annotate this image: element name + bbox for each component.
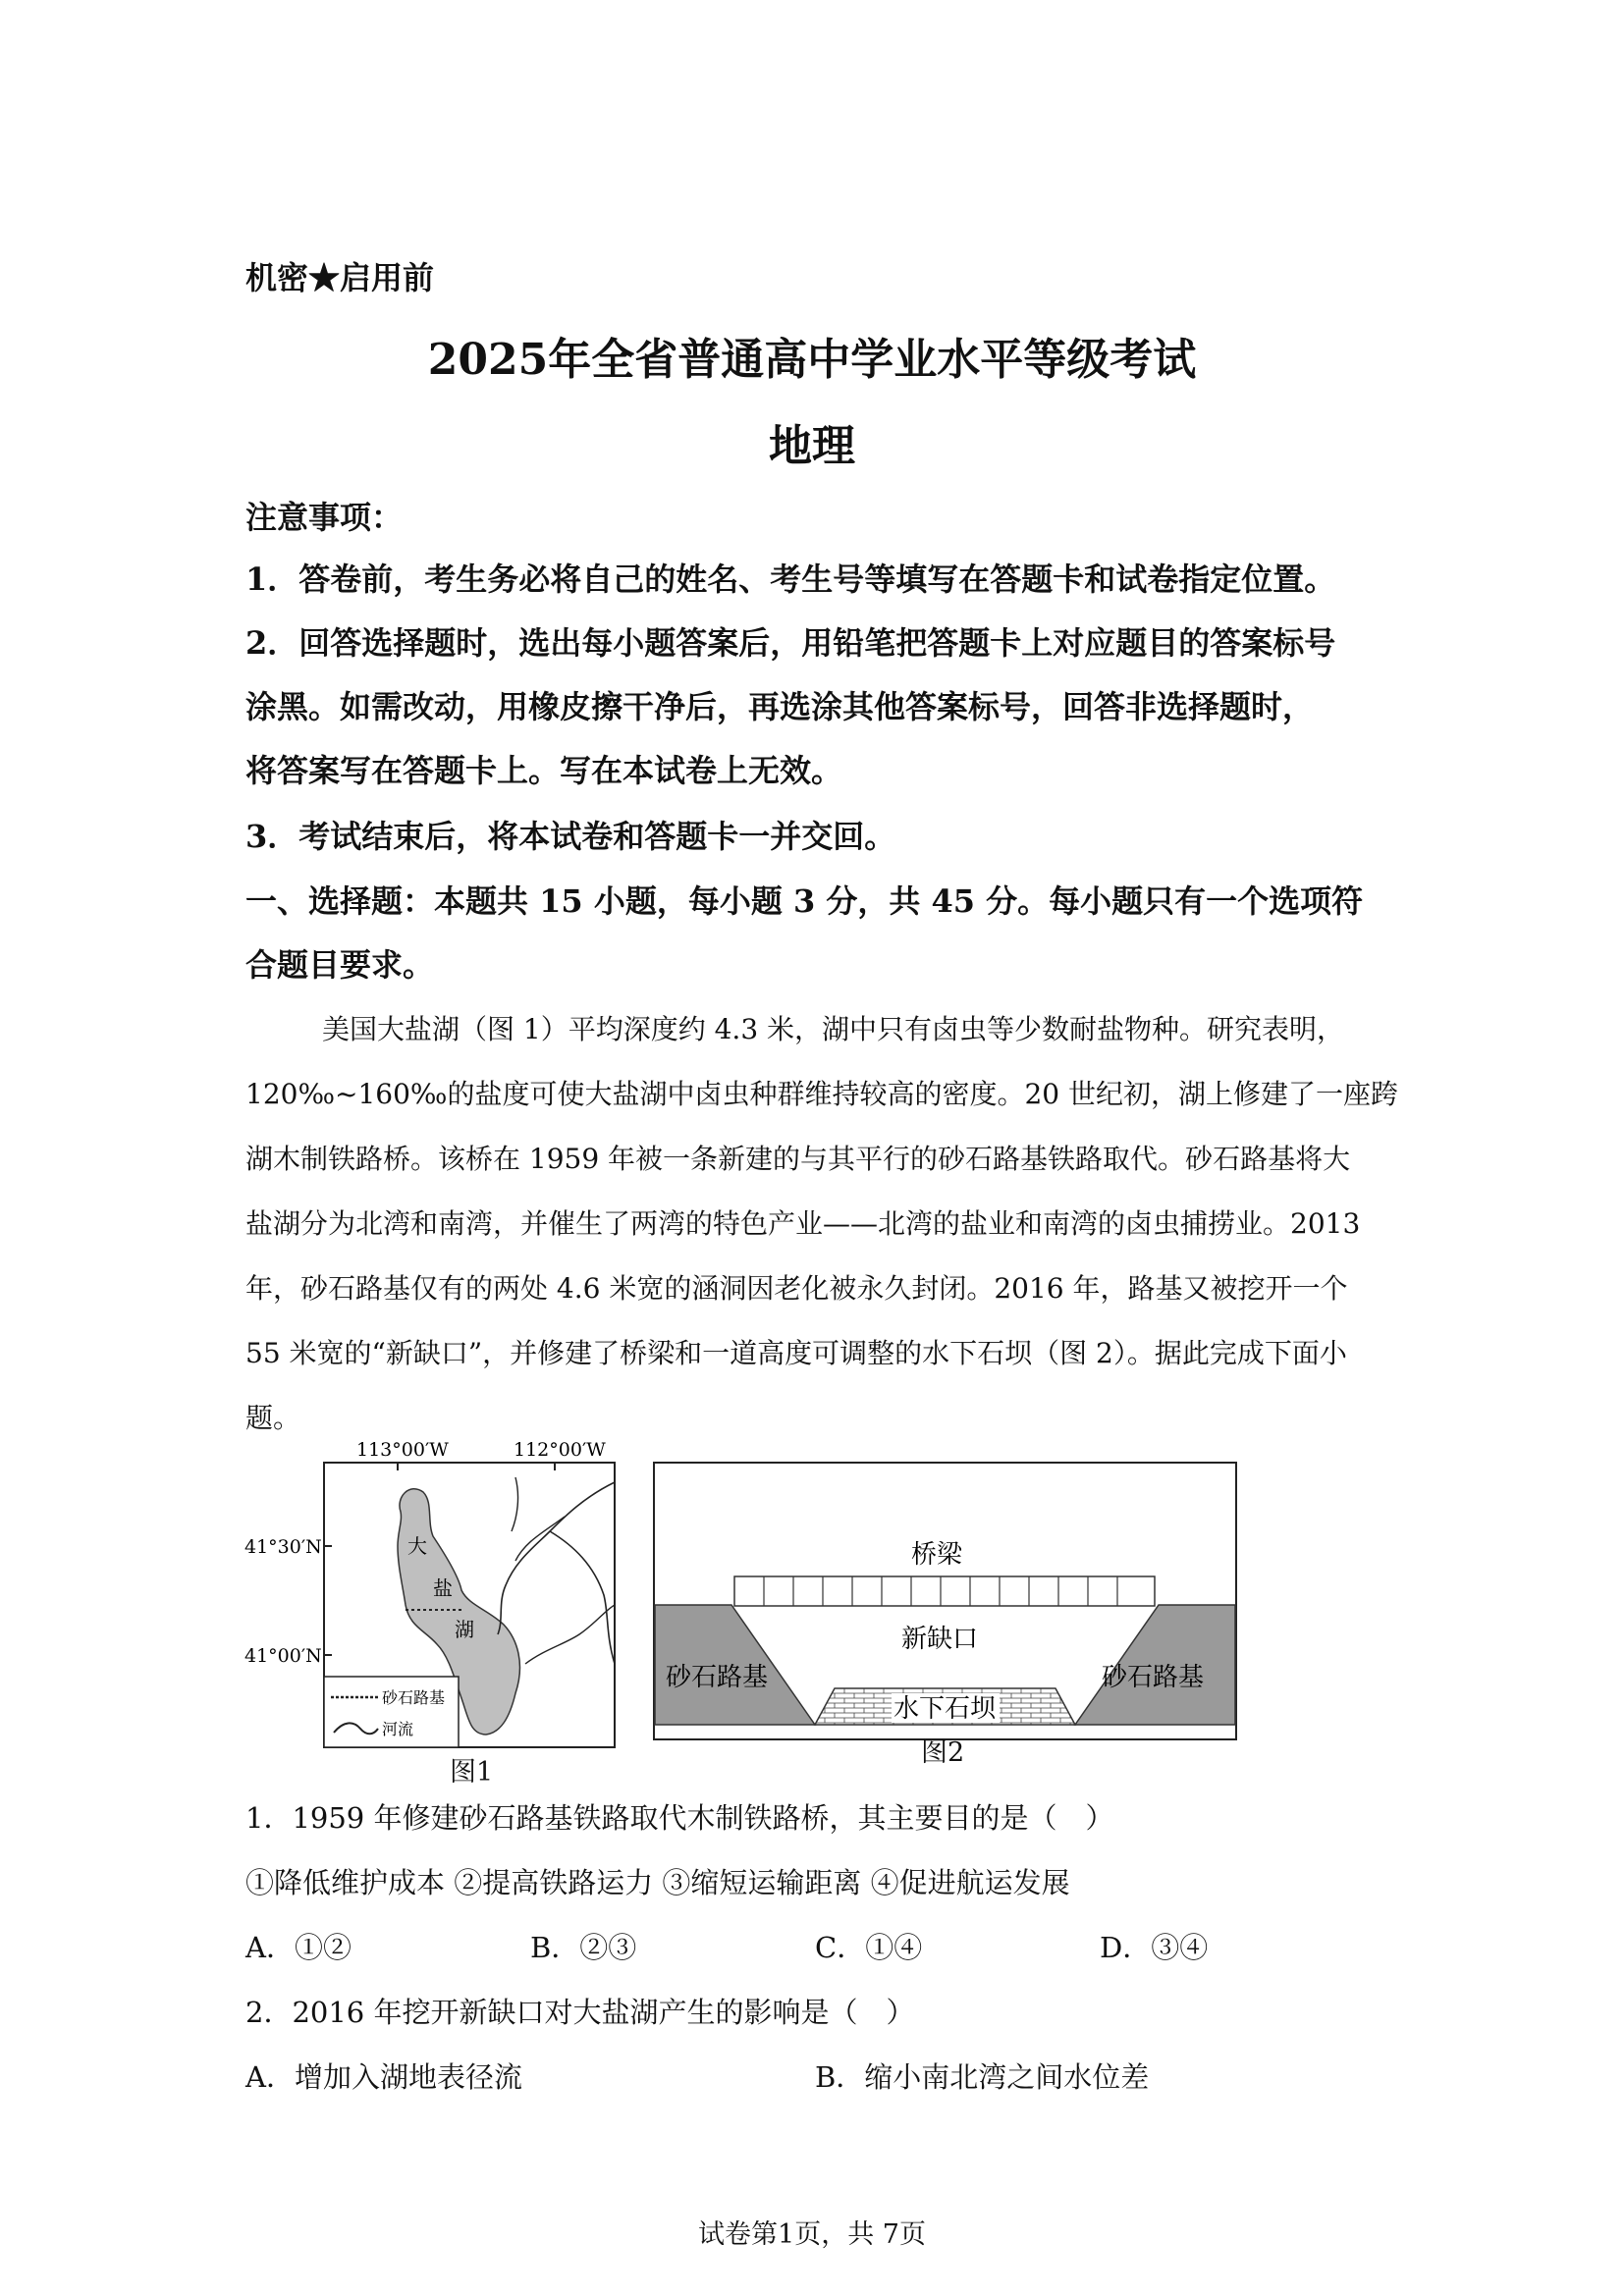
- lon-label-left: 113°00′W: [356, 1439, 449, 1461]
- lake-char-1: 大: [407, 1534, 427, 1558]
- notice-line-1: 1．答卷前，考生务必将自己的姓名、考生号等填写在答题卡和试卷指定位置。: [245, 561, 1336, 598]
- passage-line-4: 盐湖分为北湾和南湾，并催生了两湾的特色产业——北湾的盐业和南湾的卤虫捕捞业。2013: [245, 1207, 1361, 1240]
- figure-2-diagram: [648, 1458, 1242, 1752]
- question-2-option-b[interactable]: B．缩小南北湾之间水位差: [815, 2060, 1150, 2094]
- exam-title: 2025年全省普通高中学业水平等级考试: [427, 335, 1197, 385]
- passage-line-6: 55 米宽的“新缺口”，并修建了桥梁和一道高度可调整的水下石坝（图 2）。据此完成下面小: [245, 1337, 1347, 1369]
- passage-line-5: 年，砂石路基仅有的两处 4.6 米宽的涵洞因老化被永久封闭。2016 年，路基又被挖开一个: [245, 1272, 1348, 1305]
- question-1-stem: 1．1959 年修建砂石路基铁路取代木制铁路桥，其主要目的是（ ）: [245, 1801, 1114, 1835]
- passage-line-7: 题。: [245, 1402, 301, 1434]
- road-label-left: 砂石路基: [666, 1663, 769, 1692]
- lat-label-top: 41°30′N: [244, 1536, 322, 1558]
- lake-char-2: 盐: [433, 1576, 453, 1600]
- bridge-label: 桥梁: [911, 1540, 963, 1570]
- passage-line-2: 120‰~160‰的盐度可使大盐湖中卤虫种群维持较高的密度。20 世纪初，湖上修建了一座跨: [245, 1078, 1399, 1110]
- dam-label: 水下石坝: [893, 1694, 997, 1724]
- figure-1-caption: 图1: [450, 1757, 494, 1788]
- notice-line-2c: 将答案写在答题卡上。写在本试卷上无效。: [245, 752, 843, 789]
- gap-label: 新缺口: [901, 1625, 979, 1654]
- figure-2-caption: 图2: [921, 1737, 965, 1768]
- notice-line-2a: 2．回答选择题时，选出每小题答案后，用铅笔把答题卡上对应题目的答案标号: [245, 624, 1336, 662]
- question-2-stem: 2．2016 年挖开新缺口对大盐湖产生的影响是（ ）: [245, 1996, 915, 2029]
- section-heading-line-1: 一、选择题：本题共 15 小题，每小题 3 分，共 45 分。每小题只有一个选项符: [245, 882, 1364, 920]
- passage-line-1: 美国大盐湖（图 1）平均深度约 4.3 米，湖中只有卤虫等少数耐盐物种。研究表明，: [322, 1013, 1345, 1045]
- bridge-deck: [734, 1576, 1155, 1606]
- legend-road-label: 砂石路基: [382, 1688, 446, 1707]
- confidential-label: 机密★启用前: [245, 259, 435, 296]
- road-label-right: 砂石路基: [1102, 1663, 1205, 1692]
- passage-line-3: 湖木制铁路桥。该桥在 1959 年被一条新建的与其平行的砂石路基铁路取代。砂石路基将大: [245, 1143, 1351, 1175]
- question-1-option-c[interactable]: C．①④: [815, 1931, 923, 1964]
- page-footer: 试卷第1页，共 7页: [698, 2219, 926, 2250]
- section-heading-line-2: 合题目要求。: [245, 946, 435, 984]
- figure-1-map: [241, 1438, 623, 1772]
- lon-label-right: 112°00′W: [514, 1439, 606, 1461]
- question-1-option-d[interactable]: D．③④: [1100, 1931, 1209, 1964]
- notice-heading: 注意事项：: [245, 499, 404, 536]
- notice-line-3: 3．考试结束后，将本试卷和答题卡一并交回。: [245, 818, 896, 855]
- question-2-option-a[interactable]: A．增加入湖地表径流: [245, 2060, 522, 2094]
- question-1-option-a[interactable]: A．①②: [245, 1931, 352, 1964]
- subject-title: 地理: [769, 421, 855, 471]
- legend-river-label: 河流: [382, 1720, 414, 1738]
- notice-line-2b: 涂黑。如需改动，用橡皮擦干净后，再选涂其他答案标号，回答非选择题时，: [245, 688, 1315, 725]
- question-1-option-b[interactable]: B．②③: [530, 1931, 637, 1964]
- lat-label-bottom: 41°00′N: [244, 1645, 322, 1667]
- question-1-items: ①降低维护成本 ②提高铁路运力 ③缩短运输距离 ④促进航运发展: [245, 1866, 1070, 1899]
- lake-char-3: 湖: [455, 1618, 474, 1641]
